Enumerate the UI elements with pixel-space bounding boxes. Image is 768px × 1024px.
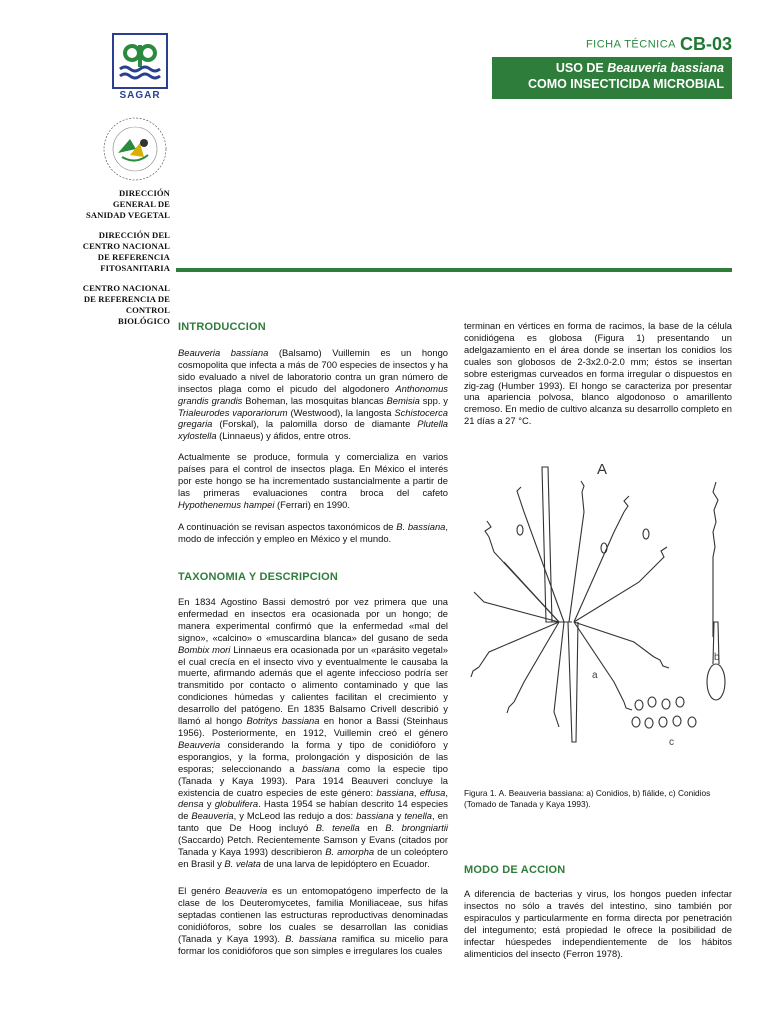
intro-paragraph-2: Actualmente se produce, formula y comercializa en varios países para el control de insectos plaga. En México el interés por este hongo se ha incrementado sustancialmente a partir de las primeras evaluaciones contra broca del cafeto Hypothenemus hampei (Ferrari) en 1990.	[178, 451, 448, 510]
figure-1-illustration	[464, 452, 734, 782]
action-paragraph-1: A diferencia de bacterias y virus, los hongos pueden infectar insectos no sólo a través del intestino, sino también por espiraculos y particularmente en forma directa por penetración del integumento; está propiedad le ofrece la posibilidad de infectar húespedes independientemente de los hábitos alimenticios del insecto (Ferron 1978).	[464, 888, 732, 959]
title-species: Beauveria bassiana	[607, 61, 724, 75]
title-banner	[492, 57, 732, 99]
intro-paragraph-3: A continuación se revisan aspectos taxonómicos de B. bassiana, modo de infección y empleo en México y el mundo.	[178, 521, 448, 544]
ficha-code: CB-03	[679, 34, 732, 54]
taxonomy-paragraph-2: El genéro Beauveria es un entomopatógeno imperfecto de la clase de los Deuteromycetes, familia Moniliaceae, sus hifas septadas contienen las estructuras reproductivas denominadas conidióforos, sobre los cuales se desarrollan las conidias (Tanada y Kaya 1993). B. bassiana ramifica su micelio para formar los conidióforos que son simples e irregulares los cuales	[178, 885, 448, 956]
header-divider	[176, 268, 732, 272]
taxonomy-paragraph-3: terminan en vértices en forma de racimos, la base de la célula conidiógena es globosa (Figura 1) presentando un adelgazamiento en el área donde se insertan los conidios los cuales son globosos de 2-3x2.0-2.0 mm; éstos se insertan sobre esterigmas curveados en forma irregular o dispuestos en zig-zag (Humber 1993). El hongo se caracteriza por presentar una apariencia polvosa, blanco algodonoso o amarillento cremoso. En medio de cultivo alcanza su desarrollo completo en 21 días a 27 °C.	[464, 320, 732, 427]
ficha-tecnica-header	[586, 34, 732, 55]
agency-control-biologico: CENTRO NACIONAL DE REFERENCIA DE CONTROL BIOLÓGICO	[82, 283, 170, 326]
figure-label-b: b	[714, 652, 720, 663]
sanidad-seal	[100, 115, 170, 183]
taxonomy-heading: TAXONOMIA Y DESCRIPCION	[178, 571, 339, 583]
figure-label-c: c	[669, 737, 674, 748]
figure-caption: Figura 1. A. Beauveria bassiana: a) Conidios, b) fiálide, c) Conidios (Tomado de Tanada y Kaya 1993).	[464, 788, 711, 809]
taxonomy-paragraph-1: En 1834 Agostino Bassi demostró por vez primera que una enfermedad en insectos era ocasionada por un hongo; de manera experimental confirmó que la enfermedad «mal del signo», «calcino» o «muscardina blanca» del gusano de seda Bombix mori Linnaeus era ocasionada por un «parásito vegetal» el cual crecía en el insecto vivo y eventualmente le causaba la muerte, afirmando además que el agente infeccioso podría ser transmitido por contacto o alimento contaminado y que las condiciones húmedas y calientes facilitan el crecimiento y desarrollo del patógeno. En 1835 Balsamo Crivell describió y llamó al hongo Botritys bassiana en honor a Bassi (Steinhaus 1956). Posteriormente, en 1912, Vuillemin creó el género Beauveria considerando la forma y tipo de conidióforo y esporangios, y la forma, prolongación y disposición de las esporas; seleccionando a bassiana como la especie tipo (Tanada y Kaya 1993). Para 1914 Beauveri concluye la existencia de cuatro especies de este género: bassiana, effusa, densa y globulifera. Hasta 1954 se habían descrito 14 especies de Beauveria, y McLeod las redujo a dos: bassiana y tenella, en tanto que De Hoog incluyó B. tenella en B. brongniartii (Saccardo) Petch. Recientemente Samson y Evans (citados por Tanada y Kaya 1993) describieron B. amorpha de un coleóptero en Brasil y B. velata de una larva de lepidóptero en Ecuador.	[178, 596, 449, 869]
title-line2: COMO INSECTICIDA MICROBIAL	[527, 77, 724, 91]
action-heading: MODO DE ACCION	[464, 864, 566, 876]
sagar-label: SAGAR	[119, 90, 161, 101]
ficha-label: FICHA TÉCNICA	[585, 38, 676, 51]
agency-referencia-fitosanitaria: DIRECCIÓN DEL CENTRO NACIONAL DE REFERENCIA FITOSANITARIA	[82, 230, 170, 273]
agency-sanidad-vegetal: DIRECCIÓN GENERAL DE SANIDAD VEGETAL	[85, 188, 170, 220]
title-prefix: USO DE	[555, 61, 608, 75]
sagar-logo	[112, 33, 168, 101]
beauveria-drawing	[464, 452, 734, 782]
figure-label-A: A	[597, 461, 608, 478]
figure-label-a: a	[592, 670, 598, 681]
intro-heading: INTRODUCCION	[178, 321, 266, 333]
intro-paragraph-1: Beauveria bassiana (Balsamo) Vuillemin es un hongo cosmopolita que infecta a más de 700 especies de insectos y ha sido evaluado a nivel de laboratorio contra un gran número de insectos plaga como el picudo del algodonero Anthonomus grandis grandis Boheman, las mosquitas blancas Bemisia spp. y Trialeurodes vaporariorum (Westwood), la langosta Schistocerca gregaria (Forskal), la palomilla dorso de diamante Plutella xylostella (Linnaeus) y áfidos, entre otros.	[178, 347, 448, 442]
